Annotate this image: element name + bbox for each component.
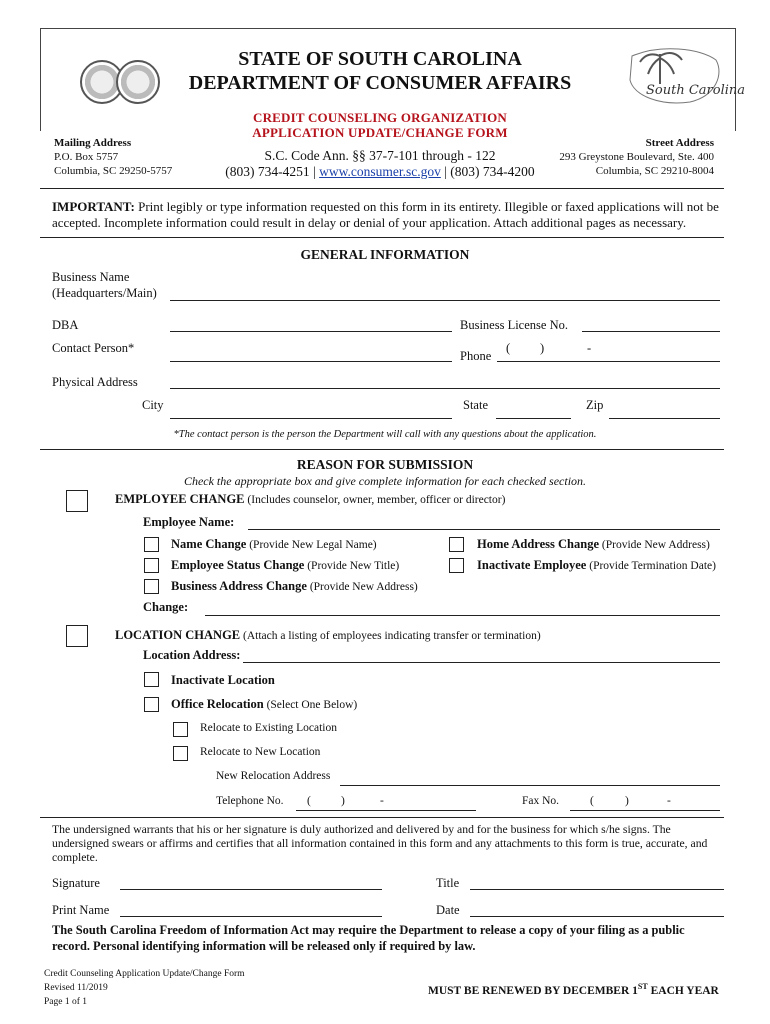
business-license-label: Business License No. (460, 318, 568, 332)
employee-status-change-row (171, 558, 399, 573)
home-address-change-label: Home Address Change (477, 537, 600, 551)
contact-person-label: Contact Person* (52, 341, 135, 355)
fax-label: Fax No. (522, 795, 560, 807)
telephone-paren-close: ) (341, 795, 345, 807)
name-change-row (171, 537, 377, 552)
south-carolina-logo (620, 44, 746, 106)
important-line2: accepted. Incomplete information could result in delay or denial of your application. Attach additional pages as necessary. (52, 215, 687, 230)
relocate-existing-checkbox[interactable] (173, 722, 188, 737)
phone-main: (803) 734-4251 | (225, 164, 316, 179)
reason-heading: REASON FOR SUBMISSION (296, 457, 474, 472)
employee-status-change-checkbox[interactable] (144, 558, 159, 573)
inactivate-employee-row (477, 558, 716, 573)
phone-paren-open: ( (506, 341, 511, 355)
mailing-address-heading: Mailing Address (54, 137, 132, 149)
employee-status-change-note: (Provide New Title) (304, 560, 400, 572)
contact-line (130, 164, 630, 180)
date-label: Date (436, 903, 460, 917)
contact-phone-field[interactable] (497, 361, 720, 362)
business-address-change-note: (Provide New Address) (306, 581, 418, 593)
signature-label: Signature (52, 876, 100, 890)
divider (40, 817, 724, 818)
divider (40, 188, 724, 189)
street-address-line2: Columbia, SC 29210-8004 (595, 165, 714, 177)
date-field[interactable] (470, 916, 724, 917)
page-title-state: STATE OF SOUTH CAROLINA (238, 48, 522, 70)
phone-label: Phone (460, 349, 492, 363)
office-relocation-note: (Select One Below) (263, 699, 358, 711)
business-name-field[interactable] (170, 300, 720, 301)
employee-change-row (115, 492, 505, 507)
important-line1 (52, 199, 719, 215)
zip-field[interactable] (609, 418, 720, 419)
location-change-note: (Attach a listing of employees indicating transfer or termination) (240, 630, 541, 642)
telephone-dash: - (380, 795, 384, 807)
office-relocation-label: Office Relocation (171, 697, 264, 711)
code-reference: S.C. Code Ann. §§ 37-7-101 through - 122 (264, 148, 496, 163)
fax-paren-close: ) (625, 795, 629, 807)
city-label: City (142, 398, 164, 412)
employee-change-label: EMPLOYEE CHANGE (115, 492, 245, 506)
inactivate-employee-checkbox[interactable] (449, 558, 464, 573)
business-name-label: Business Name (52, 270, 130, 284)
office-relocation-row (171, 697, 357, 712)
warrant-line1: The undersigned warrants that his or her signature is duly authorized and delivered by and for the business for which s/he signs. The (52, 823, 671, 836)
print-name-label: Print Name (52, 903, 110, 917)
street-address-line1: 293 Greystone Boulevard, Ste. 400 (559, 151, 714, 163)
form-title-line1: CREDIT COUNSELING ORGANIZATION (252, 110, 507, 125)
physical-address-label: Physical Address (52, 375, 138, 389)
divider (40, 237, 724, 238)
name-change-label: Name Change (171, 537, 247, 551)
employee-name-label: Employee Name: (143, 515, 235, 529)
contact-note: *The contact person is the person the Department will call with any questions about the application. (173, 429, 597, 440)
phone-paren-close: ) (540, 341, 545, 355)
relocate-new-label: Relocate to New Location (200, 746, 321, 758)
mailing-address-line2: Columbia, SC 29250-5757 (54, 165, 173, 177)
change-label: Change: (143, 600, 189, 614)
footer-form-name: Credit Counseling Application Update/Change Form (44, 969, 245, 979)
renewal-superscript: ST (637, 982, 648, 991)
home-address-change-row (477, 537, 710, 552)
state-label: State (463, 398, 488, 412)
renewal-text-end: EACH YEAR (647, 984, 719, 997)
relocate-existing-label: Relocate to Existing Location (200, 722, 338, 734)
reason-instruction: Check the appropriate box and give complete information for each checked section. (183, 474, 587, 488)
general-info-heading: GENERAL INFORMATION (300, 247, 470, 262)
title-label: Title (436, 876, 460, 890)
change-field[interactable] (205, 615, 720, 616)
location-change-checkbox[interactable] (66, 625, 88, 647)
signature-field[interactable] (120, 889, 382, 890)
state-field[interactable] (496, 418, 571, 419)
office-relocation-checkbox[interactable] (144, 697, 159, 712)
dba-label: DBA (52, 318, 79, 332)
website-link[interactable]: www.consumer.sc.gov (319, 164, 441, 179)
title-field[interactable] (470, 889, 724, 890)
dba-field[interactable] (170, 331, 452, 332)
footer-revised: Revised 11/2019 (44, 983, 108, 993)
logo-text: South Carolina (646, 83, 746, 98)
location-change-label: LOCATION CHANGE (115, 628, 241, 642)
contact-person-field[interactable] (170, 361, 452, 362)
name-change-note: (Provide New Legal Name) (246, 539, 377, 551)
important-label: IMPORTANT: (52, 199, 135, 214)
telephone-paren-open: ( (307, 795, 311, 807)
mailing-address-line1: P.O. Box 5757 (54, 151, 119, 163)
location-address-field[interactable] (243, 662, 720, 663)
city-field[interactable] (170, 418, 452, 419)
physical-address-field[interactable] (170, 388, 720, 389)
business-address-change-label: Business Address Change (171, 579, 307, 593)
home-address-change-checkbox[interactable] (449, 537, 464, 552)
new-relocation-address-label: New Relocation Address (216, 770, 331, 782)
new-relocation-address-field[interactable] (340, 785, 720, 786)
fax-dash: - (667, 795, 671, 807)
foia-line2: record. Personal identifying information will be released only if required by law. (52, 939, 476, 953)
fax-field[interactable] (570, 810, 720, 811)
home-address-change-note: (Provide New Address) (599, 539, 710, 551)
relocate-new-checkbox[interactable] (173, 746, 188, 761)
page-title-department: DEPARTMENT OF CONSUMER AFFAIRS (188, 72, 572, 94)
warrant-line3: complete. (52, 851, 98, 864)
foia-line1: The South Carolina Freedom of Information Act may require the Department to release a copy of your filing as a public (52, 923, 685, 937)
name-change-checkbox[interactable] (144, 537, 159, 552)
zip-label: Zip (586, 398, 604, 412)
employee-change-checkbox[interactable] (66, 490, 88, 512)
street-address-heading: Street Address (645, 137, 714, 149)
inactivate-location-checkbox[interactable] (144, 672, 159, 687)
fax-paren-open: ( (590, 795, 594, 807)
business-address-change-row (171, 579, 418, 594)
renewal-text: MUST BE RENEWED BY DECEMBER 1 (428, 984, 638, 997)
employee-name-field[interactable] (248, 529, 720, 530)
telephone-field[interactable] (296, 810, 476, 811)
warrant-line2: undersigned swears or affirms and certifies that all information contained in this form and any attachments to this form is true, accurate, and (52, 837, 708, 850)
employee-change-note: (Includes counselor, owner, member, officer or director) (244, 494, 506, 506)
inactivate-employee-label: Inactivate Employee (477, 558, 587, 572)
phone-dash: - (587, 341, 592, 355)
location-address-label: Location Address: (143, 648, 241, 662)
phone-alt: | (803) 734-4200 (444, 164, 535, 179)
divider (40, 449, 724, 450)
headquarters-label: (Headquarters/Main) (52, 286, 157, 300)
location-change-row (115, 628, 541, 643)
renewal-notice (428, 982, 719, 997)
important-text1: Print legibly or type information requested on this form in its entirety. Illegible or faxed applications will not be (134, 199, 719, 214)
business-license-field[interactable] (582, 331, 720, 332)
telephone-label: Telephone No. (216, 795, 284, 807)
form-title-line2: APPLICATION UPDATE/CHANGE FORM (252, 125, 508, 140)
footer-page: Page 1 of 1 (44, 997, 88, 1007)
print-name-field[interactable] (120, 916, 382, 917)
inactivate-location-label: Inactivate Location (171, 673, 275, 687)
inactivate-employee-note: (Provide Termination Date) (586, 560, 716, 572)
business-address-change-checkbox[interactable] (144, 579, 159, 594)
employee-status-change-label: Employee Status Change (171, 558, 305, 572)
